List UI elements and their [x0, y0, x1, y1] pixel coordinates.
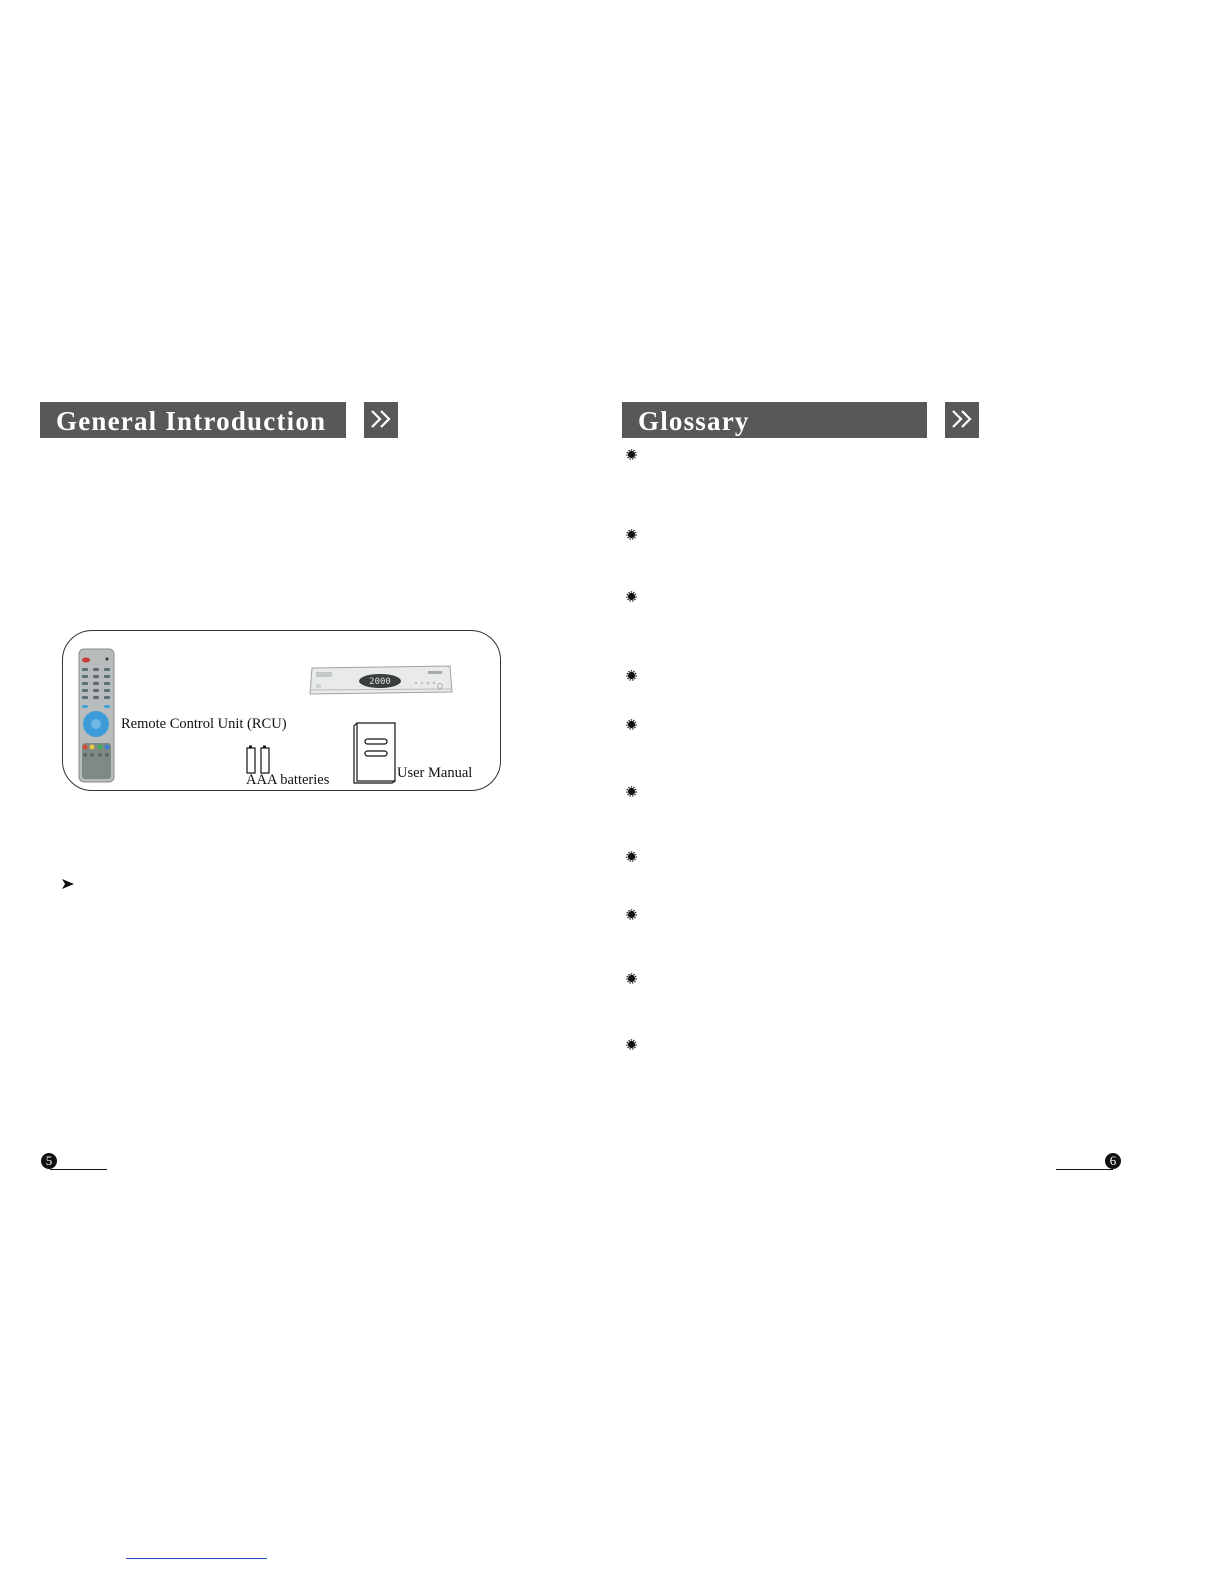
remote-control-image	[78, 648, 116, 784]
gear-bullet-icon	[626, 529, 637, 540]
batteries-label: AAA batteries	[246, 772, 330, 788]
page-rule-left	[50, 1169, 107, 1170]
receiver-display-text: 2000	[369, 677, 391, 687]
gear-bullet-icon	[626, 1039, 637, 1050]
gear-bullet-icon	[626, 786, 637, 797]
general-introduction-header	[40, 402, 346, 438]
user-manual-image	[352, 722, 398, 784]
gear-bullet-icon	[626, 449, 637, 460]
page-number-left: 5	[41, 1153, 57, 1169]
gear-bullet-icon	[626, 973, 637, 984]
aaa-batteries-image	[246, 744, 274, 774]
arrowhead-bullet-icon	[62, 879, 74, 889]
gear-bullet-icon	[626, 719, 637, 730]
page-number-right: 6	[1105, 1153, 1121, 1169]
rcu-label: Remote Control Unit (RCU)	[121, 716, 287, 732]
gear-bullet-icon	[626, 591, 637, 602]
receiver-image	[308, 662, 454, 698]
page-rule-right	[1056, 1169, 1113, 1170]
double-chevron-right-icon	[364, 402, 398, 438]
bottom-link-underline	[126, 1558, 267, 1559]
gear-bullet-icon	[626, 851, 637, 862]
gear-bullet-icon	[626, 670, 637, 681]
manual-label: User Manual	[397, 765, 473, 781]
gear-bullet-icon	[626, 909, 637, 920]
double-chevron-right-icon	[945, 402, 979, 438]
general-introduction-title: General Introduction	[56, 406, 327, 436]
glossary-title: Glossary	[638, 406, 750, 436]
glossary-header	[622, 402, 927, 438]
